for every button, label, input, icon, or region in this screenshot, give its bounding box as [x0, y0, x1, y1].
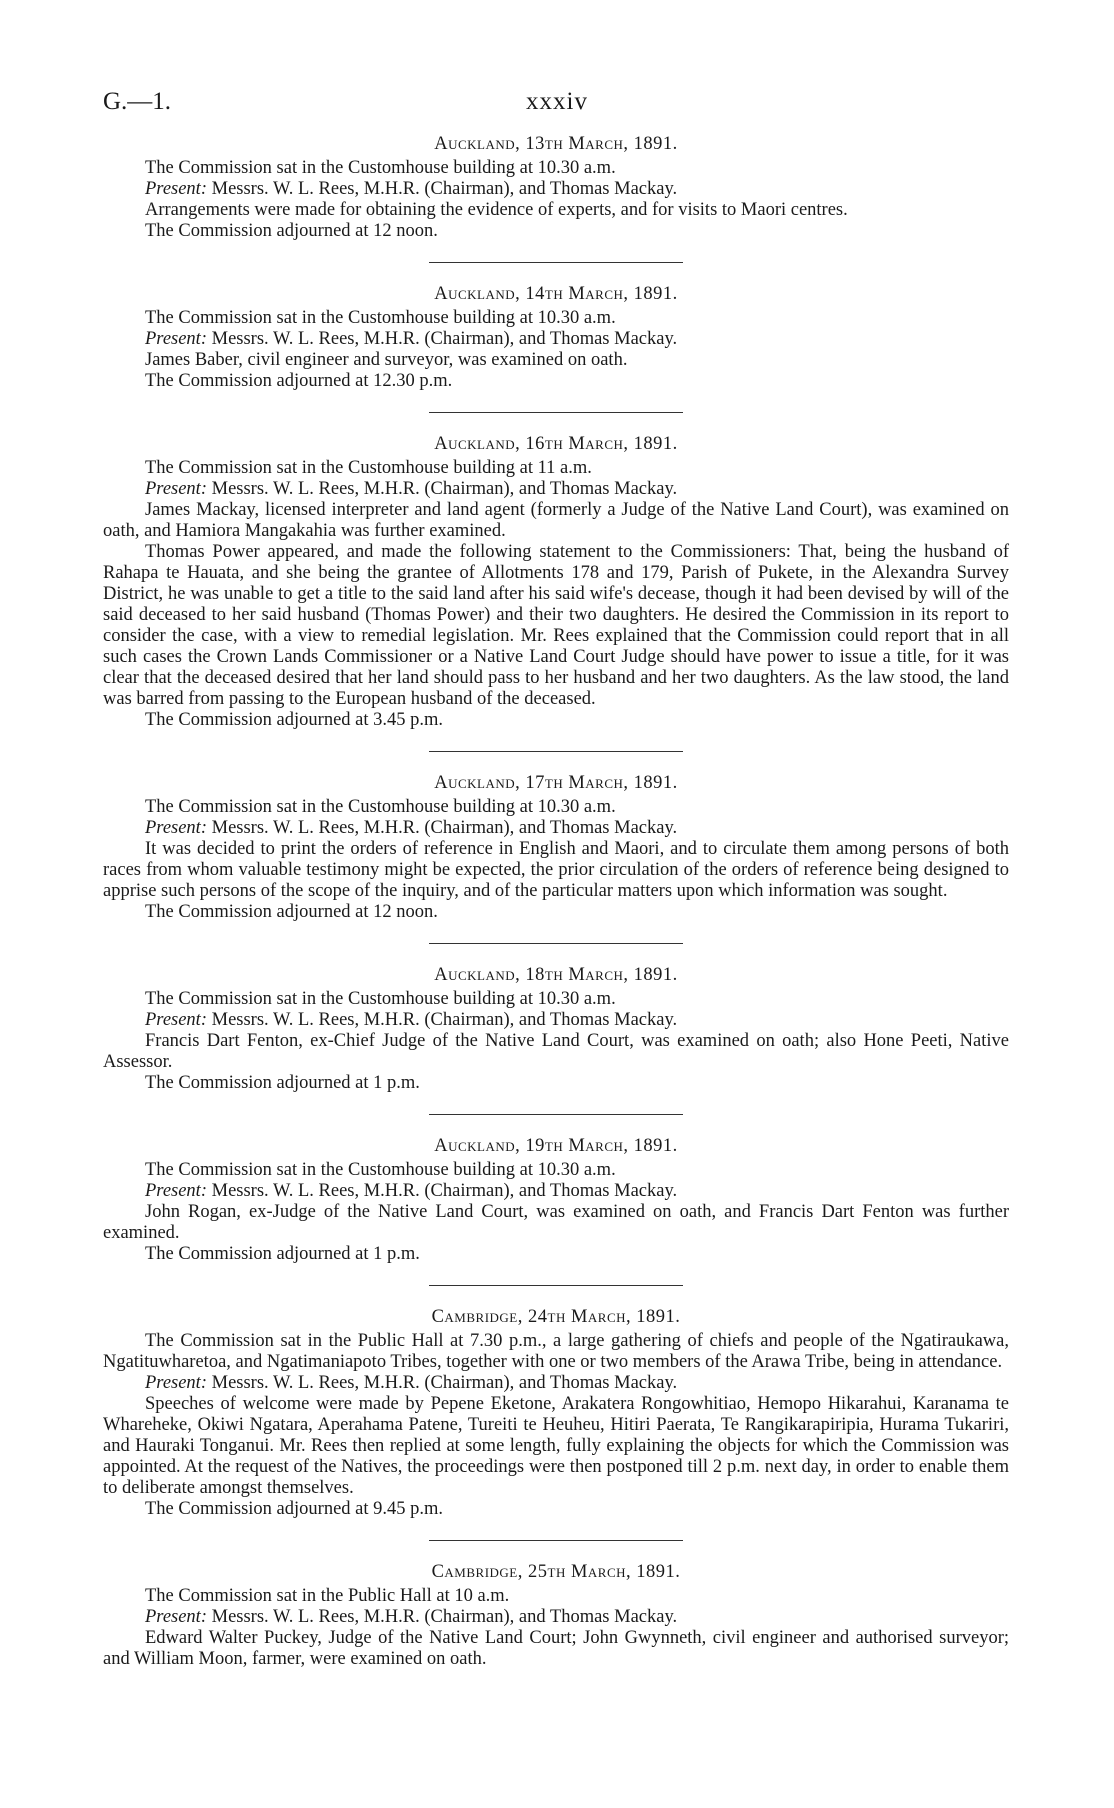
- present-label: Present:: [145, 179, 207, 199]
- section-divider: [429, 943, 683, 944]
- section-divider: [429, 751, 683, 752]
- adjournment-statement: The Commission adjourned at 12.30 p.m.: [145, 371, 453, 391]
- adjournment-statement: The Commission adjourned at 3.45 p.m.: [145, 710, 444, 730]
- sitting-statement: The Commission sat in the Customhouse building at 10.30 a.m.: [145, 308, 616, 328]
- entry-date-heading: Auckland, 17th March, 1891.: [434, 773, 678, 793]
- minutes-entry: [103, 284, 1009, 392]
- entry-date-heading: Auckland, 13th March, 1891.: [434, 134, 678, 154]
- minutes-paragraph: John Rogan, ex-Judge of the Native Land Court, was examined on oath, and Francis Dart Fenton was further examined.: [103, 1202, 1009, 1243]
- entry-date-heading: Auckland, 19th March, 1891.: [434, 1136, 678, 1156]
- present-members: Messrs. W. L. Rees, M.H.R. (Chairman), and Thomas Mackay.: [211, 1181, 678, 1201]
- section-divider: [429, 262, 683, 263]
- adjournment-statement: The Commission adjourned at 9.45 p.m.: [145, 1499, 444, 1519]
- present-label: Present:: [145, 1373, 207, 1393]
- minutes-entry: [103, 773, 1009, 923]
- minutes-entry: [103, 1307, 1009, 1520]
- entry-date-heading: Auckland, 18th March, 1891.: [434, 965, 678, 985]
- present-label: Present:: [145, 1607, 207, 1627]
- present-line: [103, 1010, 1009, 1031]
- minutes-paragraph: James Mackay, licensed interpreter and land agent (formerly a Judge of the Native Land Court), was examined on oath, and Hamiora Mangakahia was further examined.: [103, 500, 1009, 541]
- present-members: Messrs. W. L. Rees, M.H.R. (Chairman), and Thomas Mackay.: [211, 818, 678, 838]
- page-number: xxxiv: [526, 88, 588, 115]
- minutes-content: [103, 134, 1009, 1670]
- present-line: [103, 1373, 1009, 1394]
- present-label: Present:: [145, 329, 207, 349]
- present-label: Present:: [145, 1181, 207, 1201]
- minutes-entry: [103, 434, 1009, 731]
- entry-date-heading: Cambridge, 24th March, 1891.: [431, 1307, 681, 1327]
- section-divider: [429, 1114, 683, 1115]
- entry-date-heading: Auckland, 14th March, 1891.: [434, 284, 678, 304]
- present-line: [103, 1181, 1009, 1202]
- present-line: [103, 179, 1009, 200]
- present-members: Messrs. W. L. Rees, M.H.R. (Chairman), and Thomas Mackay.: [211, 1607, 678, 1627]
- minutes-paragraph: Francis Dart Fenton, ex-Chief Judge of the Native Land Court, was examined on oath; also Hone Peeti, Native Assessor.: [103, 1031, 1009, 1072]
- sitting-statement: The Commission sat in the Public Hall at 10 a.m.: [145, 1586, 510, 1606]
- sitting-statement: The Commission sat in the Customhouse building at 10.30 a.m.: [145, 989, 616, 1009]
- minutes-paragraph: Speeches of welcome were made by Pepene Eketone, Arakatera Rongowhitiao, Hemopo Hikarahui, Karanama te Whareheke, Okiwi Ngatara, Aperahama Patene, Tureiti te Heuheu, Hitiri Paerata, Te Rangikarapiripia, Hurama Tukariri, and Hauraki Tonganui. Mr. Rees then replied at some length, fully explaining the objects for which the Commission was appointed. At the request of the Natives, the proceedings were then postponed till 2 p.m. next day, in order to enable them to deliberate amongst themselves.: [103, 1394, 1009, 1498]
- sitting-statement: The Commission sat in the Public Hall at 7.30 p.m., a large gathering of chiefs and people of the Ngatiraukawa, Ngatituwharetoa, and Ngatimaniapoto Tribes, together with one or two members of the Arawa Tribe, being in attendance.: [103, 1331, 1009, 1372]
- page-header: [0, 88, 1114, 122]
- minutes-entry: [103, 965, 1009, 1094]
- minutes-paragraph: It was decided to print the orders of reference in English and Maori, and to circulate them among persons of both races from whom valuable testimony might be expected, the prior circulation of the orders of reference being designed to apprise such persons of the scope of the inquiry, and of the particular matters upon which information was sought.: [103, 839, 1009, 901]
- adjournment-statement: The Commission adjourned at 12 noon.: [145, 221, 438, 241]
- section-divider: [429, 1540, 683, 1541]
- sitting-statement: The Commission sat in the Customhouse building at 10.30 a.m.: [145, 797, 616, 817]
- present-label: Present:: [145, 818, 207, 838]
- section-divider: [429, 412, 683, 413]
- adjournment-statement: The Commission adjourned at 1 p.m.: [145, 1073, 420, 1093]
- present-members: Messrs. W. L. Rees, M.H.R. (Chairman), and Thomas Mackay.: [211, 479, 678, 499]
- present-members: Messrs. W. L. Rees, M.H.R. (Chairman), and Thomas Mackay.: [211, 179, 678, 199]
- minutes-paragraph: Thomas Power appeared, and made the following statement to the Commissioners: That, being the husband of Rahapa te Hauata, and she being the grantee of Allotments 178 and 179, Parish of Pukete, in the Alexandra Survey District, he was unable to get a title to the said land after his said wife's decease, though it had been devised by will of the said deceased to her said husband (Thomas Power) and their two daughters. He desired the Commission in its report to consider the case, with a view to remedial legislation. Mr. Rees explained that the Commission could report that in all such cases the Crown Lands Commissioner or a Native Land Court Judge should have power to issue a title, for it was clear that the deceased desired that her land should pass to her husband and her two daughters. As the law stood, the land was barred from passing to the European husband of the deceased.: [103, 542, 1009, 709]
- minutes-paragraph: James Baber, civil engineer and surveyor, was examined on oath.: [145, 350, 628, 370]
- entry-date-heading: Auckland, 16th March, 1891.: [434, 434, 678, 454]
- present-label: Present:: [145, 1010, 207, 1030]
- section-divider: [429, 1285, 683, 1286]
- present-line: [103, 329, 1009, 350]
- sitting-statement: The Commission sat in the Customhouse building at 10.30 a.m.: [145, 158, 616, 178]
- minutes-paragraph: Arrangements were made for obtaining the evidence of experts, and for visits to Maori centres.: [145, 200, 848, 220]
- adjournment-statement: The Commission adjourned at 12 noon.: [145, 902, 438, 922]
- present-members: Messrs. W. L. Rees, M.H.R. (Chairman), and Thomas Mackay.: [211, 1373, 678, 1393]
- entry-date-heading: Cambridge, 25th March, 1891.: [431, 1562, 681, 1582]
- document-code: G.—1.: [103, 88, 172, 115]
- minutes-paragraph: Edward Walter Puckey, Judge of the Native Land Court; John Gwynneth, civil engineer and authorised surveyor; and William Moon, farmer, were examined on oath.: [103, 1628, 1009, 1669]
- present-line: [103, 479, 1009, 500]
- present-label: Present:: [145, 479, 207, 499]
- sitting-statement: The Commission sat in the Customhouse building at 10.30 a.m.: [145, 1160, 616, 1180]
- minutes-entry: [103, 1562, 1009, 1670]
- sitting-statement: The Commission sat in the Customhouse building at 11 a.m.: [145, 458, 592, 478]
- minutes-entry: [103, 134, 1009, 242]
- present-line: [103, 1607, 1009, 1628]
- present-members: Messrs. W. L. Rees, M.H.R. (Chairman), and Thomas Mackay.: [211, 329, 678, 349]
- present-line: [103, 818, 1009, 839]
- minutes-entry: [103, 1136, 1009, 1265]
- adjournment-statement: The Commission adjourned at 1 p.m.: [145, 1244, 420, 1264]
- present-members: Messrs. W. L. Rees, M.H.R. (Chairman), and Thomas Mackay.: [211, 1010, 678, 1030]
